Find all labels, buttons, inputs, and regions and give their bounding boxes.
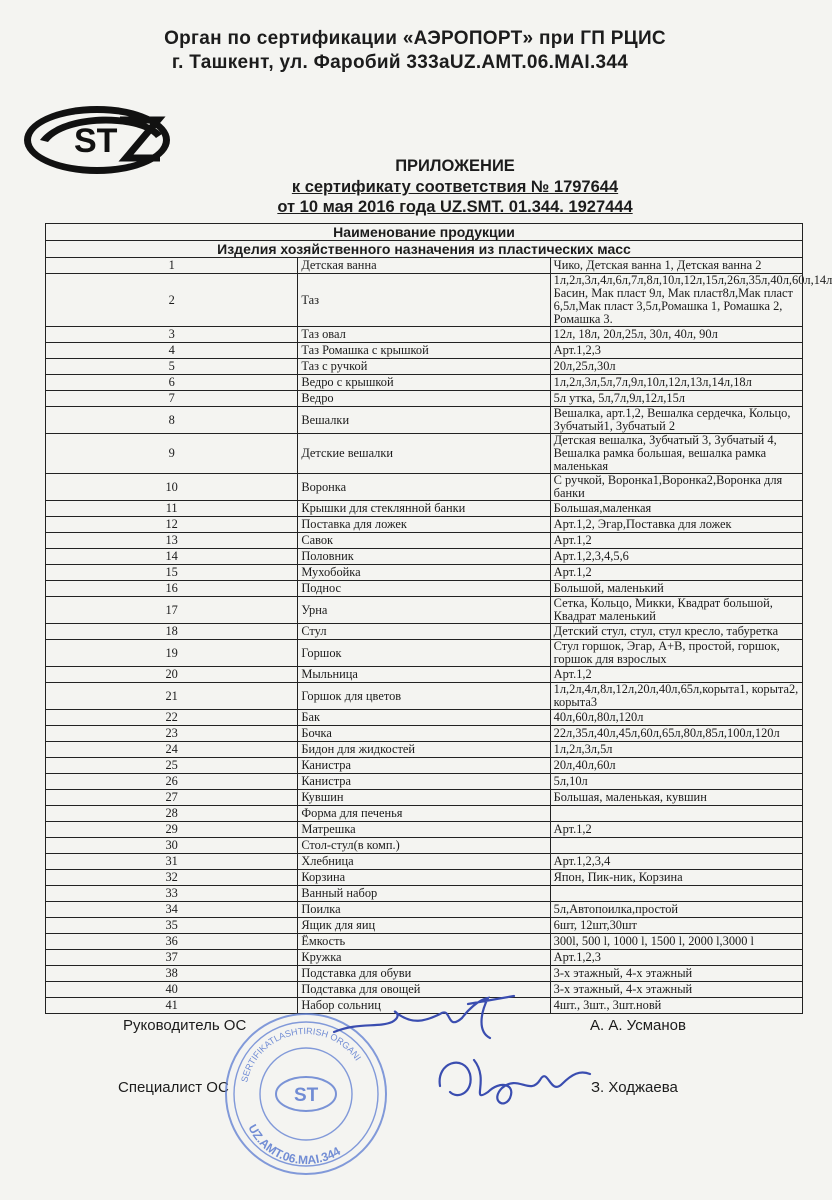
product-name: Стол-стул(в комп.) [298, 838, 550, 854]
product-name: Бак [298, 710, 550, 726]
row-number: 9 [46, 434, 298, 474]
row-number: 19 [46, 640, 298, 667]
stamp-outer-text: SERTIFIKATLASHTIRISH ORGANI [239, 1025, 363, 1084]
row-number: 3 [46, 327, 298, 343]
product-variants: 1л,2л,4л,8л,12л,20л,40л,65л,корыта1, корыта2, корыта3 [550, 683, 802, 710]
row-number: 12 [46, 517, 298, 533]
table-row [46, 375, 803, 391]
row-number: 14 [46, 549, 298, 565]
product-name: Подставка для овощей [298, 982, 550, 998]
product-name: Матрешка [298, 822, 550, 838]
certification-body-title: Орган по сертификации «АЭРОПОРТ» при ГП РЦИС [164, 28, 666, 49]
table-row [46, 966, 803, 982]
product-name: Горшок для цветов [298, 683, 550, 710]
product-name: Кувшин [298, 790, 550, 806]
table-row [46, 274, 803, 327]
product-variants: 22л,35л,40л,45л,60л,65л,80л,85л,100л,120л [550, 726, 802, 742]
row-number: 41 [46, 998, 298, 1014]
row-number: 4 [46, 343, 298, 359]
product-name: Горшок [298, 640, 550, 667]
product-variants: Япон, Пик-ник, Корзина [550, 870, 802, 886]
product-variants: 20л,25л,30л [550, 359, 802, 375]
product-variants: Арт.1,2, Эгар,Поставка для ложек [550, 517, 802, 533]
row-number: 18 [46, 624, 298, 640]
product-name: Канистра [298, 774, 550, 790]
row-number: 25 [46, 758, 298, 774]
st-logo-icon [22, 104, 172, 176]
product-name: Половник [298, 549, 550, 565]
product-name: Таз Ромашка с крышкой [298, 343, 550, 359]
row-number: 22 [46, 710, 298, 726]
st-logo-text: ST [74, 122, 118, 160]
stamp-code: UZ.AMT.06.MAI.344 [245, 1121, 343, 1168]
products-table [45, 223, 832, 1014]
row-number: 11 [46, 501, 298, 517]
product-variants: 3-х этажный, 4-х этажный [550, 982, 802, 998]
product-name: Ёмкость [298, 934, 550, 950]
product-variants: Большая,маленкая [550, 501, 802, 517]
row-number: 34 [46, 902, 298, 918]
product-name: Подставка для обуви [298, 966, 550, 982]
row-number: 36 [46, 934, 298, 950]
row-number: 28 [46, 806, 298, 822]
product-variants: Арт.1,2,3 [550, 343, 802, 359]
product-variants: Вешалка, арт.1,2, Вешалка сердечка, Кольцо, Зубчатый1, Зубчатый 2 [550, 407, 802, 434]
product-variants: 5л,10л [550, 774, 802, 790]
product-name: Савок [298, 533, 550, 549]
product-variants: Детская вешалка, Зубчатый 3, Зубчатый 4, Вешалка рамка большая, вешалка рамка маленькая [550, 434, 802, 474]
product-variants: 4шт., 3шт., 3шт.новй [550, 998, 802, 1014]
certification-body-address: г. Ташкент, ул. Фаробий 333aUZ.AMT.06.MAI.344 [171, 52, 629, 73]
product-variants: Арт.1,2,3 [550, 950, 802, 966]
table-row [46, 683, 803, 710]
row-number: 20 [46, 667, 298, 683]
product-name: Поставка для ложек [298, 517, 550, 533]
product-name: Ведро с крышкой [298, 375, 550, 391]
product-variants: 12л, 18л, 20л,25л, 30л, 40л, 90л [550, 327, 802, 343]
product-variants: Арт.1,2 [550, 667, 802, 683]
product-variants: Чико, Детская ванна 1, Детская ванна 2 [550, 258, 802, 274]
product-variants: 6шт, 12шт,30шт [550, 918, 802, 934]
table-row [46, 934, 803, 950]
product-name: Воронка [298, 474, 550, 501]
product-variants [550, 806, 802, 822]
product-name: Стул [298, 624, 550, 640]
product-variants: 1л,2л,3л,5л,7л,9л,10л,12л,13л,14л,18л [550, 375, 802, 391]
product-name: Бидон для жидкостей [298, 742, 550, 758]
table-row [46, 886, 803, 902]
appendix-title: ПРИЛОЖЕНИЕ [395, 157, 515, 175]
table-row [46, 549, 803, 565]
row-number: 17 [46, 597, 298, 624]
product-name: Таз овал [298, 327, 550, 343]
product-variants: 3-х этажный, 4-х этажный [550, 966, 802, 982]
row-number: 37 [46, 950, 298, 966]
head-label: Руководитель ОС [123, 1017, 247, 1034]
product-name: Детские вешалки [298, 434, 550, 474]
product-variants: Арт.1,2,3,4,5,6 [550, 549, 802, 565]
table-row [46, 597, 803, 624]
product-variants: Большой, маленький [550, 581, 802, 597]
table-row [46, 343, 803, 359]
table-row [46, 501, 803, 517]
table-row [46, 359, 803, 375]
row-number: 21 [46, 683, 298, 710]
table-row [46, 950, 803, 966]
table-row [46, 565, 803, 581]
product-variants: 300l, 500 l, 1000 l, 1500 l, 2000 l,3000 l [550, 934, 802, 950]
table-row [46, 258, 803, 274]
table-row [46, 517, 803, 533]
product-variants: 40л,60л,80л,120л [550, 710, 802, 726]
specialist-name: З. Ходжаева [591, 1079, 678, 1096]
product-name: Мыльница [298, 667, 550, 683]
row-number: 10 [46, 474, 298, 501]
product-variants: Арт.1,2 [550, 533, 802, 549]
product-variants: Арт.1,2,3,4 [550, 854, 802, 870]
row-number: 24 [46, 742, 298, 758]
row-number: 2 [46, 274, 298, 327]
product-name: Таз [298, 274, 550, 327]
table-row [46, 327, 803, 343]
table-row [46, 474, 803, 501]
table-row [46, 774, 803, 790]
table-row [46, 870, 803, 886]
product-variants: Арт.1,2 [550, 565, 802, 581]
product-name: Форма для печенья [298, 806, 550, 822]
product-variants: Большая, маленькая, кувшин [550, 790, 802, 806]
table-row [46, 758, 803, 774]
product-variants: Сетка, Кольцо, Микки, Квадрат большой, Квадрат маленький [550, 597, 802, 624]
product-variants [550, 886, 802, 902]
product-name: Хлебница [298, 854, 550, 870]
product-name: Вешалки [298, 407, 550, 434]
product-variants: Арт.1,2 [550, 822, 802, 838]
product-name: Поилка [298, 902, 550, 918]
table-row [46, 434, 803, 474]
row-number: 15 [46, 565, 298, 581]
table-row [46, 710, 803, 726]
row-number: 6 [46, 375, 298, 391]
table-row [46, 806, 803, 822]
products-category: Изделия хозяйственного назначения из пластических масс [46, 241, 803, 258]
products-header: Наименование продукции [46, 224, 803, 241]
head-name: А. А. Усманов [590, 1017, 686, 1034]
table-row [46, 854, 803, 870]
product-variants: 5л утка, 5л,7л,9л,12л,15л [550, 391, 802, 407]
product-name: Бочка [298, 726, 550, 742]
table-row [46, 533, 803, 549]
table-row [46, 902, 803, 918]
table-row [46, 407, 803, 434]
table-row [46, 581, 803, 597]
product-name: Урна [298, 597, 550, 624]
row-number: 1 [46, 258, 298, 274]
row-number: 26 [46, 774, 298, 790]
table-row [46, 790, 803, 806]
table-row [46, 742, 803, 758]
product-name: Ведро [298, 391, 550, 407]
row-number: 31 [46, 854, 298, 870]
product-variants [550, 838, 802, 854]
row-number: 7 [46, 391, 298, 407]
stamp-center-text: ST [294, 1085, 319, 1106]
row-number: 27 [46, 790, 298, 806]
product-variants: С ручкой, Воронка1,Воронка2,Воронка для банки [550, 474, 802, 501]
table-subheader-row [46, 241, 803, 258]
row-number: 38 [46, 966, 298, 982]
table-row [46, 838, 803, 854]
table-row [46, 822, 803, 838]
product-name: Поднос [298, 581, 550, 597]
table-header-row [46, 224, 803, 241]
product-name: Корзина [298, 870, 550, 886]
row-number: 32 [46, 870, 298, 886]
certificate-date: от 10 мая 2016 года UZ.SMT. 01.344. 1927444 [277, 198, 633, 216]
table-row [46, 918, 803, 934]
row-number: 30 [46, 838, 298, 854]
product-name: Ящик для яиц [298, 918, 550, 934]
product-variants: Стул горшок, Эгар, А+В, простой, горшок, горшок для взрослых [550, 640, 802, 667]
row-number: 16 [46, 581, 298, 597]
row-number: 23 [46, 726, 298, 742]
product-variants: 1л,2л,3л,4л,6л,7л,8л,10л,12л,15л,26л,35л,40л,60л,14л Басин, Мак пласт 9л, Мак пласт8л,Мак пласт 6,5л,Мак пласт 3,5л,Ромашка 1, Ромашка 2, Ромашка 3. [550, 274, 802, 327]
product-name: Детская ванна [298, 258, 550, 274]
product-variants: 5л,Автопоилка,простой [550, 902, 802, 918]
table-row [46, 726, 803, 742]
product-name: Ванный набор [298, 886, 550, 902]
row-number: 29 [46, 822, 298, 838]
product-name: Таз с ручкой [298, 359, 550, 375]
row-number: 5 [46, 359, 298, 375]
product-variants: 20л,40л,60л [550, 758, 802, 774]
row-number: 33 [46, 886, 298, 902]
certificate-reference: к сертификату соответствия № 1797644 [291, 178, 619, 196]
row-number: 40 [46, 982, 298, 998]
row-number: 35 [46, 918, 298, 934]
product-name: Мухобойка [298, 565, 550, 581]
specialist-signature-icon [430, 1040, 600, 1120]
table-row [46, 624, 803, 640]
row-number: 8 [46, 407, 298, 434]
product-name: Набор сольниц [298, 998, 550, 1014]
table-row [46, 667, 803, 683]
row-number: 13 [46, 533, 298, 549]
product-name: Кружка [298, 950, 550, 966]
product-variants: Детский стул, стул, стул кресло, табуретка [550, 624, 802, 640]
table-row [46, 640, 803, 667]
product-variants: 1л,2л,3л,5л [550, 742, 802, 758]
specialist-label: Специалист ОС [118, 1079, 229, 1096]
product-name: Канистра [298, 758, 550, 774]
product-name: Крышки для стеклянной банки [298, 501, 550, 517]
table-row [46, 391, 803, 407]
